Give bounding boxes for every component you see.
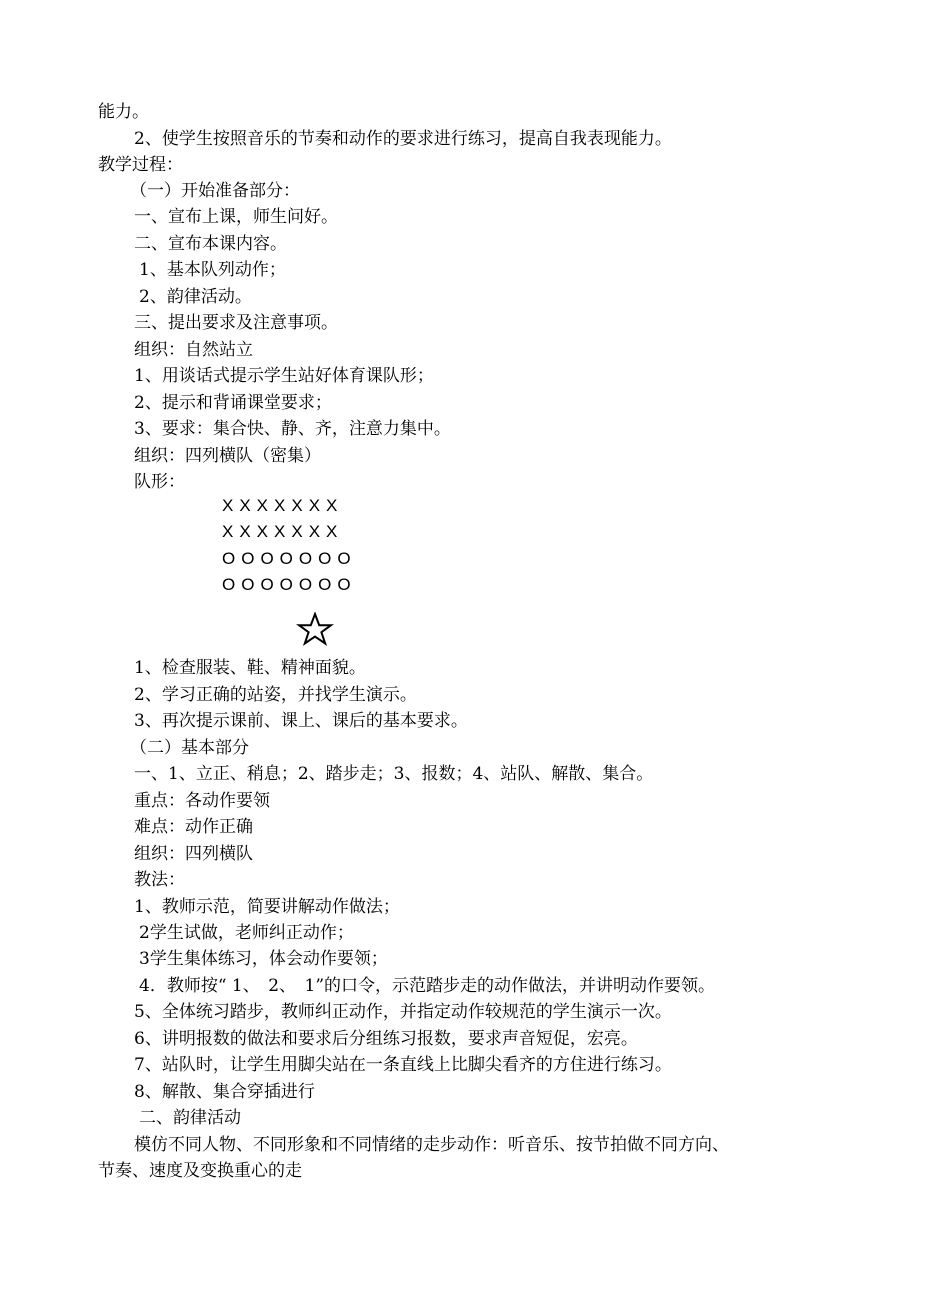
text-line: 7、站队时，让学生用脚尖站在一条直线上比脚尖看齐的方住进行练习。 (134, 1055, 672, 1075)
section-heading: （二）基本部分 (130, 738, 249, 758)
text-line: 5、全体统习踏步，教师纠正动作，并指定动作较规范的学生演示一次。 (134, 1002, 672, 1022)
formation-row: XXXXXXX (222, 522, 344, 541)
text-line: 3学生集体练习，体会动作要领； (139, 949, 388, 969)
text-line: 组织：四列横队 (134, 844, 253, 864)
text-line: 3、要求：集合快、静、齐，注意力集中。 (134, 419, 451, 439)
section-heading: （一）开始准备部分： (130, 181, 300, 201)
formation-row: OOOOOOO (222, 549, 357, 568)
text-line: 教学过程： (98, 155, 183, 175)
text-line: 2、提示和背诵课堂要求； (134, 393, 332, 413)
text-line: 节奏、速度及变换重心的走 (98, 1161, 302, 1181)
text-line: 模仿不同人物、不同形象和不同情绪的走步动作：听音乐、按节拍做不同方向、 (134, 1135, 729, 1155)
star-outline-icon (296, 612, 334, 646)
text-line: 3、再次提示课前、课上、课后的基本要求。 (134, 711, 468, 731)
text-line: 1、用谈话式提示学生站好体育课队形； (134, 366, 434, 386)
text-line: 一、1、立正、稍息；2、踏步走；3、报数；4、站队、解散、集合。 (134, 764, 654, 784)
text-line: 教法： (134, 870, 185, 890)
text-line: 一、宣布上课，师生问好。 (134, 207, 338, 227)
text-line: 2、学习正确的站姿，并找学生演示。 (134, 685, 417, 705)
text-line: 能力。 (98, 102, 149, 122)
text-line: 组织：自然站立 (134, 340, 253, 360)
text-line: 三、提出要求及注意事项。 (134, 313, 338, 333)
text-line: 2、韵律活动。 (139, 287, 252, 307)
formation-row: XXXXXXX (222, 496, 344, 515)
text-line: 2学生试做，老师纠正动作； (139, 923, 354, 943)
formation-row: OOOOOOO (222, 575, 357, 594)
section-heading: 二、韵律活动 (139, 1108, 241, 1128)
text-line: 组织：四列横队（密集） (134, 446, 321, 466)
text-line: 6、讲明报数的做法和要求后分组练习报数，要求声音短促，宏亮。 (134, 1029, 638, 1049)
text-line: 难点：动作正确 (134, 817, 253, 837)
text-line: 4．教师按“ 1、 2、 1”的口令，示范踏步走的动作做法，并讲明动作要领。 (139, 976, 716, 996)
text-line: 8、解散、集合穿插进行 (134, 1082, 315, 1102)
text-line: 2、使学生按照音乐的节奏和动作的要求进行练习，提高自我表现能力。 (134, 129, 672, 149)
text-line: 重点：各动作要领 (134, 791, 270, 811)
text-line: 1、教师示范，简要讲解动作做法； (134, 897, 400, 917)
text-line: 1、检查服装、鞋、精神面貌。 (134, 658, 366, 678)
text-line: 1、基本队列动作； (139, 260, 286, 280)
text-line: 队形： (134, 472, 185, 492)
text-line: 二、宣布本课内容。 (134, 234, 287, 254)
